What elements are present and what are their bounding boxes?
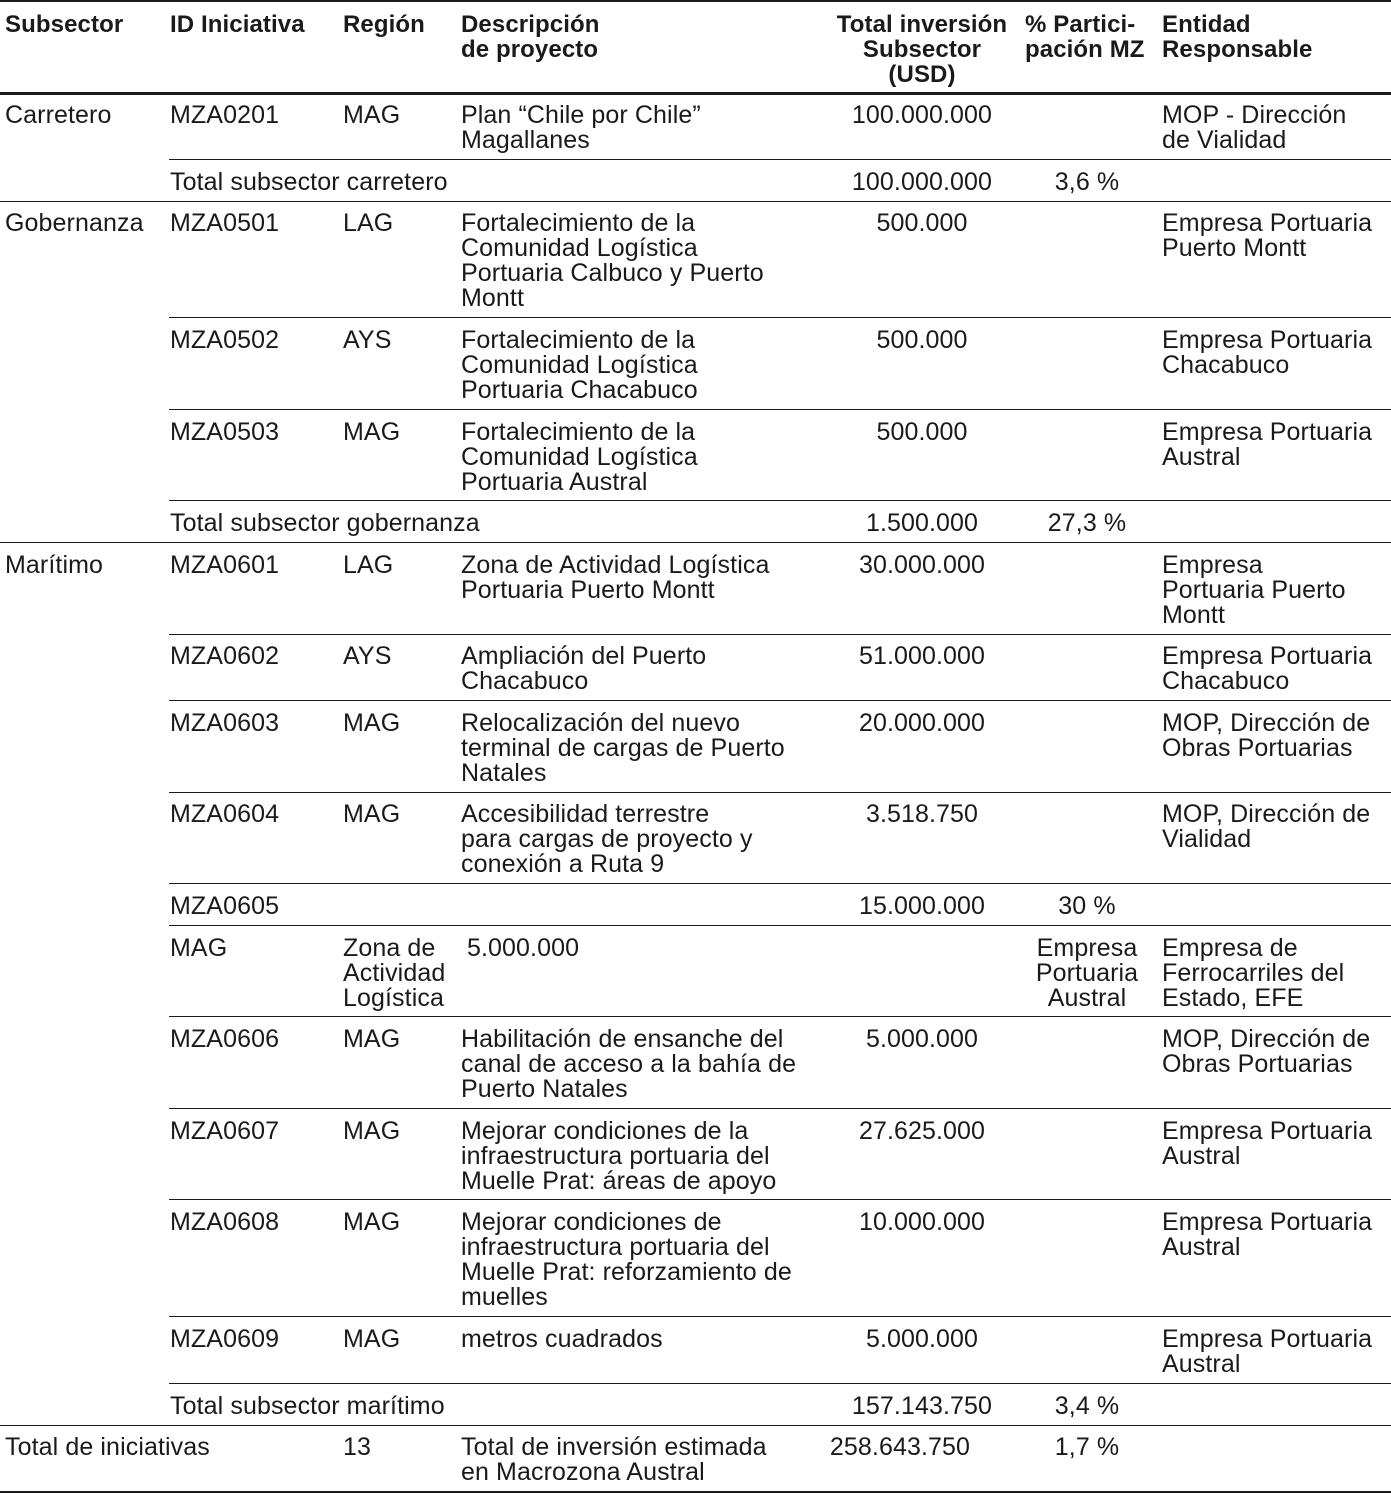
grand-total-description: Total de inversión estimada en Macrozona Austral bbox=[461, 1433, 767, 1486]
row-entity: Empresa Portuaria Austral bbox=[1162, 418, 1373, 471]
row-id: MZA0602 bbox=[170, 642, 280, 670]
row-description: Mejorar condiciones de infraestructura portuaria del Muelle Prat: reforzamiento de muelles bbox=[461, 1208, 792, 1311]
rule bbox=[169, 925, 1391, 926]
row-id: MZA0604 bbox=[170, 800, 280, 828]
rule-header bbox=[0, 92, 1391, 95]
row-id: MZA0502 bbox=[170, 326, 280, 354]
rule bbox=[169, 409, 1391, 410]
row-entity: Empresa Portuaria Chacabuco bbox=[1162, 326, 1373, 379]
row-entity: Empresa Portuaria Austral bbox=[1162, 1208, 1373, 1261]
row-region: MAG bbox=[343, 101, 401, 129]
rule bbox=[169, 1316, 1391, 1317]
row-investment: 5.000.000 bbox=[865, 1325, 979, 1353]
rule bbox=[169, 500, 1391, 501]
row-region: MAG bbox=[343, 418, 401, 446]
rule bbox=[169, 159, 1391, 160]
row-description: Mejorar condiciones de la infraestructura portuaria del Muelle Prat: áreas de apoyo bbox=[461, 1117, 777, 1195]
rule bbox=[169, 1016, 1391, 1017]
rule bbox=[0, 1425, 1391, 1426]
rule bbox=[0, 542, 1391, 543]
row-entity: Empresa Portuaria Puerto Montt bbox=[1162, 551, 1346, 629]
row-investment: 500.000 bbox=[876, 418, 968, 446]
total-investment: 100.000.000 bbox=[851, 168, 993, 196]
row-id: MZA0201 bbox=[170, 101, 280, 129]
row-region: MAG bbox=[343, 800, 401, 828]
row-id: MZA0607 bbox=[170, 1117, 280, 1145]
row-cell: Empresa Portuaria Austral bbox=[1035, 934, 1139, 1012]
row-id: MZA0503 bbox=[170, 418, 280, 446]
header-region: Región bbox=[343, 11, 425, 38]
total-investment: 157.143.750 bbox=[851, 1392, 993, 1420]
row-investment: 3.518.750 bbox=[865, 800, 979, 828]
rule bbox=[169, 317, 1391, 318]
row-description: Habilitación de ensanche del canal de acceso a la bahía de Puerto Natales bbox=[461, 1025, 797, 1103]
row-description: Fortalecimiento de la Comunidad Logística Portuaria Chacabuco bbox=[461, 326, 698, 404]
total-label: Total subsector gobernanza bbox=[170, 509, 480, 537]
header-description: Descripción de proyecto bbox=[461, 11, 600, 63]
rule bbox=[169, 792, 1391, 793]
subsector-gobernanza: Gobernanza bbox=[5, 209, 144, 237]
row-id: MZA0605 bbox=[170, 892, 280, 920]
row-region: AYS bbox=[343, 326, 392, 354]
total-label: Total subsector marítimo bbox=[170, 1392, 445, 1420]
rule bbox=[169, 700, 1391, 701]
row-description: Fortalecimiento de la Comunidad Logística Portuaria Austral bbox=[461, 418, 698, 496]
row-region: MAG bbox=[343, 1025, 401, 1053]
row-entity: MOP, Dirección de Obras Portuarias bbox=[1162, 709, 1371, 762]
row-region: MAG bbox=[343, 709, 401, 737]
header-participation: % Partici- pación MZ bbox=[1025, 11, 1145, 63]
header-subsector: Subsector bbox=[5, 11, 124, 38]
row-description: Accesibilidad terrestre para cargas de proyecto y conexión a Ruta 9 bbox=[461, 800, 753, 878]
row-region: MAG bbox=[343, 1208, 401, 1236]
row-cell: Zona de Actividad Logística bbox=[343, 934, 446, 1012]
row-id: MZA0606 bbox=[170, 1025, 280, 1053]
rule bbox=[169, 1108, 1391, 1109]
row-id: MZA0501 bbox=[170, 209, 280, 237]
row-region: MAG bbox=[343, 1117, 401, 1145]
subsector-maritimo: Marítimo bbox=[5, 551, 104, 579]
row-investment: 30.000.000 bbox=[858, 551, 986, 579]
row-id: MZA0601 bbox=[170, 551, 280, 579]
grand-total-label: Total de iniciativas bbox=[5, 1433, 210, 1461]
row-investment: 5.000.000 bbox=[865, 1025, 979, 1053]
row-investment: 500.000 bbox=[876, 209, 968, 237]
total-participation: 3,6 % bbox=[1054, 168, 1120, 196]
row-entity: MOP - Dirección de Vialidad bbox=[1162, 101, 1347, 154]
subsector-carretero: Carretero bbox=[5, 101, 112, 129]
row-region: LAG bbox=[343, 209, 394, 237]
total-label: Total subsector carretero bbox=[170, 168, 448, 196]
row-description: Ampliación del Puerto Chacabuco bbox=[461, 642, 707, 695]
row-cell: Empresa de Ferrocarriles del Estado, EFE bbox=[1162, 934, 1345, 1012]
header-entity: Entidad Responsable bbox=[1162, 11, 1313, 63]
grand-total-count: 13 bbox=[343, 1433, 372, 1461]
rule bbox=[169, 1199, 1391, 1200]
total-participation: 3,4 % bbox=[1054, 1392, 1120, 1420]
row-entity: Empresa Portuaria Austral bbox=[1162, 1117, 1373, 1170]
rule bbox=[0, 201, 1391, 202]
row-description: metros cuadrados bbox=[461, 1325, 663, 1353]
rule bbox=[169, 634, 1391, 635]
row-entity: MOP, Dirección de Obras Portuarias bbox=[1162, 1025, 1371, 1078]
row-entity: Empresa Portuaria Austral bbox=[1162, 1325, 1373, 1378]
row-region: LAG bbox=[343, 551, 394, 579]
grand-total-investment: 258.643.750 bbox=[829, 1433, 971, 1461]
grand-total-participation: 1,7 % bbox=[1054, 1433, 1120, 1461]
row-region: MAG bbox=[343, 1325, 401, 1353]
row-id: MZA0609 bbox=[170, 1325, 280, 1353]
row-entity: Empresa Portuaria Chacabuco bbox=[1162, 642, 1373, 695]
row-investment: 500.000 bbox=[876, 326, 968, 354]
row-entity: Empresa Portuaria Puerto Montt bbox=[1162, 209, 1373, 262]
row-id: MZA0608 bbox=[170, 1208, 280, 1236]
total-participation: 27,3 % bbox=[1047, 509, 1127, 537]
row-cell: MAG bbox=[170, 934, 228, 962]
row-region: AYS bbox=[343, 642, 392, 670]
rule bbox=[169, 883, 1391, 884]
row-description: Relocalización del nuevo terminal de cargas de Puerto Natales bbox=[461, 709, 785, 787]
row-investment: 20.000.000 bbox=[858, 709, 986, 737]
row-entity: MOP, Dirección de Vialidad bbox=[1162, 800, 1371, 853]
row-description: Plan “Chile por Chile” Magallanes bbox=[461, 101, 701, 154]
row-id: MZA0603 bbox=[170, 709, 280, 737]
row-investment: 27.625.000 bbox=[858, 1117, 986, 1145]
rule bbox=[169, 1383, 1391, 1384]
rule-top bbox=[0, 0, 1391, 2]
row-investment: 15.000.000 bbox=[858, 892, 986, 920]
row-cell: 5.000.000 bbox=[467, 934, 580, 962]
row-investment: 100.000.000 bbox=[851, 101, 993, 129]
row-participation: 30 % bbox=[1058, 892, 1116, 920]
row-description: Fortalecimiento de la Comunidad Logística Portuaria Calbuco y Puerto Montt bbox=[461, 209, 764, 312]
row-investment: 10.000.000 bbox=[858, 1208, 986, 1236]
row-investment: 51.000.000 bbox=[858, 642, 986, 670]
header-id: ID Iniciativa bbox=[170, 11, 305, 38]
header-investment: Total inversión Subsector (USD) bbox=[836, 11, 1008, 88]
row-description: Zona de Actividad Logística Portuaria Puerto Montt bbox=[461, 551, 770, 604]
total-investment: 1.500.000 bbox=[865, 509, 979, 537]
